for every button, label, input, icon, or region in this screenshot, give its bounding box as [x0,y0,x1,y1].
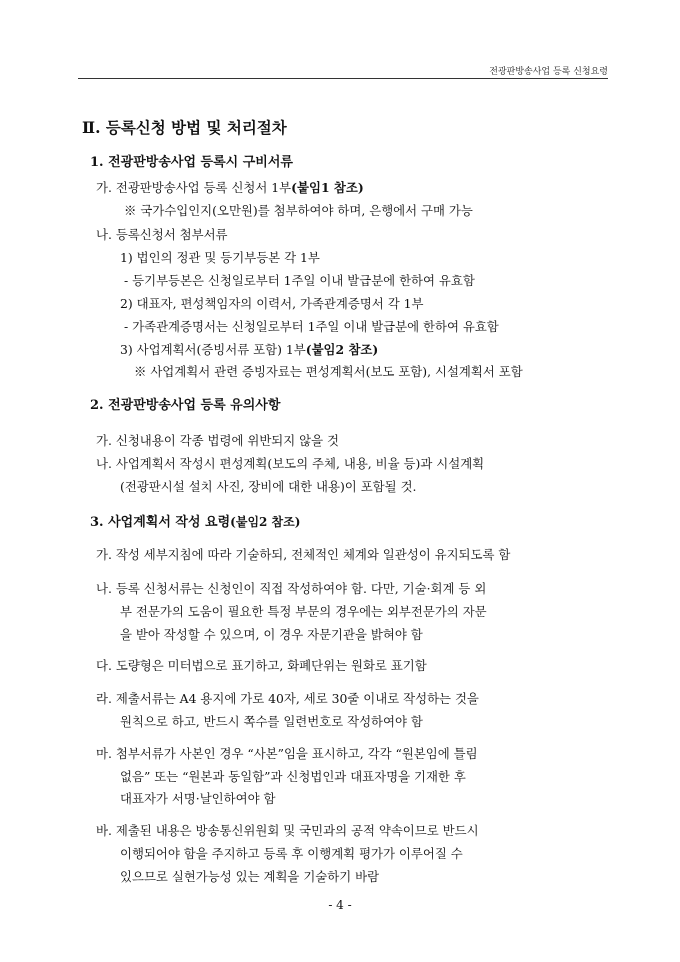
s1-item-ga [96,180,364,196]
s2-item-ga: 가. 신청내용이 각종 법령에 위반되지 않을 것 [96,433,340,448]
section-2-heading: 2. 전광판방송사업 등록 유의사항 [90,398,281,413]
s1-subitem-1-note: - 등기부등본은 신청일로부터 1주일 이내 발급분에 한하여 유효함 [124,273,475,288]
s3-item-da: 다. 도량형은 미터법으로 표기하고, 화폐단위는 원화로 표기함 [96,658,427,673]
s3-item-ba-line-3: 있으므로 실현가능성 있는 계획을 기술하기 바람 [120,869,380,884]
s1-subitem-2-note: - 가족관계증명서는 신청일로부터 1주일 이내 발급분에 한하여 유효함 [124,319,499,334]
section-1-heading: 1. 전광판방송사업 등록시 구비서류 [90,155,293,170]
section-3-heading-ref: (붙임2 참조) [230,515,301,529]
section-title: Ⅱ. 등록신청 방법 및 처리절차 [82,118,287,137]
s1-subitem-3-ref: (붙임2 참조) [305,342,379,357]
s1-item-ga-text: 가. 전광판방송사업 등록 신청서 1부 [96,180,292,195]
page-number: - 4 - [328,898,352,912]
section-3-heading [90,514,300,531]
running-header: 전광판방송사업 등록 신청요령 [489,67,608,77]
s3-item-na-line-3: 을 받아 작성할 수 있으며, 이 경우 자문기관을 밝혀야 함 [120,627,423,642]
s3-item-ma-line-1: 마. 첨부서류가 사본인 경우 “사본”임을 표시하고, 각각 “원본임에 틀림 [96,746,478,761]
s3-item-ma-line-3: 대표자가 서명·날인하여야 함 [120,791,276,806]
s1-subitem-1: 1) 법인의 정관 및 등기부등본 각 1부 [120,250,320,265]
s1-item-na: 나. 등록신청서 첨부서류 [96,227,228,242]
s3-item-ra-line-1: 라. 제출서류는 A4 용지에 가로 40자, 세로 30줄 이내로 작성하는 것을 [96,691,479,706]
s1-subitem-2: 2) 대표자, 편성책임자의 이력서, 가족관계증명서 각 1부 [120,296,424,311]
s3-item-ba-line-1: 바. 제출된 내용은 방송통신위원회 및 국민과의 공적 약속이므로 반드시 [96,823,479,838]
s3-item-ga: 가. 작성 세부지침에 따라 기술하되, 전체적인 체계와 일관성이 유지되도록 함 [96,547,511,562]
s3-item-ra-line-2: 원칙으로 하고, 반드시 쪽수를 일련번호로 작성하여야 함 [120,714,423,729]
s3-item-na-line-1: 나. 등록 신청서류는 신청인이 직접 작성하여야 함. 다만, 기술·회계 등 외 [96,581,487,596]
s3-item-ma-line-2: 없음” 또는 “원본과 동일함”과 신청법인과 대표자명을 기재한 후 [120,769,466,784]
s3-item-ba-line-2: 이행되어야 함을 주지하고 등록 후 이행계획 평가가 이루어질 수 [120,846,463,861]
s1-item-ga-note: ※ 국가수입인지(오만원)를 첨부하여야 하며, 은행에서 구매 가능 [124,203,473,218]
s1-subitem-3-note: ※ 사업계획서 관련 증빙자료는 편성계획서(보도 포함), 시설계획서 포함 [134,364,523,379]
s2-item-na-line-1: 나. 사업계획서 작성시 편성계획(보도의 주체, 내용, 비율 등)과 시설계획 [96,456,485,471]
s1-item-ga-ref: (붙임1 참조) [291,180,364,195]
s3-item-na-line-2: 부 전문가의 도움이 필요한 특정 부문의 경우에는 외부전문가의 자문 [120,604,487,619]
s1-subitem-3-text: 3) 사업계획서(증빙서류 포함) 1부 [120,342,306,357]
section-3-heading-text: 3. 사업계획서 작성 요령 [90,515,231,530]
s2-item-na-line-2: (전광판시설 설치 사진, 장비에 대한 내용)이 포함될 것. [120,479,417,494]
s1-subitem-3 [120,342,378,358]
header-divider [78,78,608,79]
